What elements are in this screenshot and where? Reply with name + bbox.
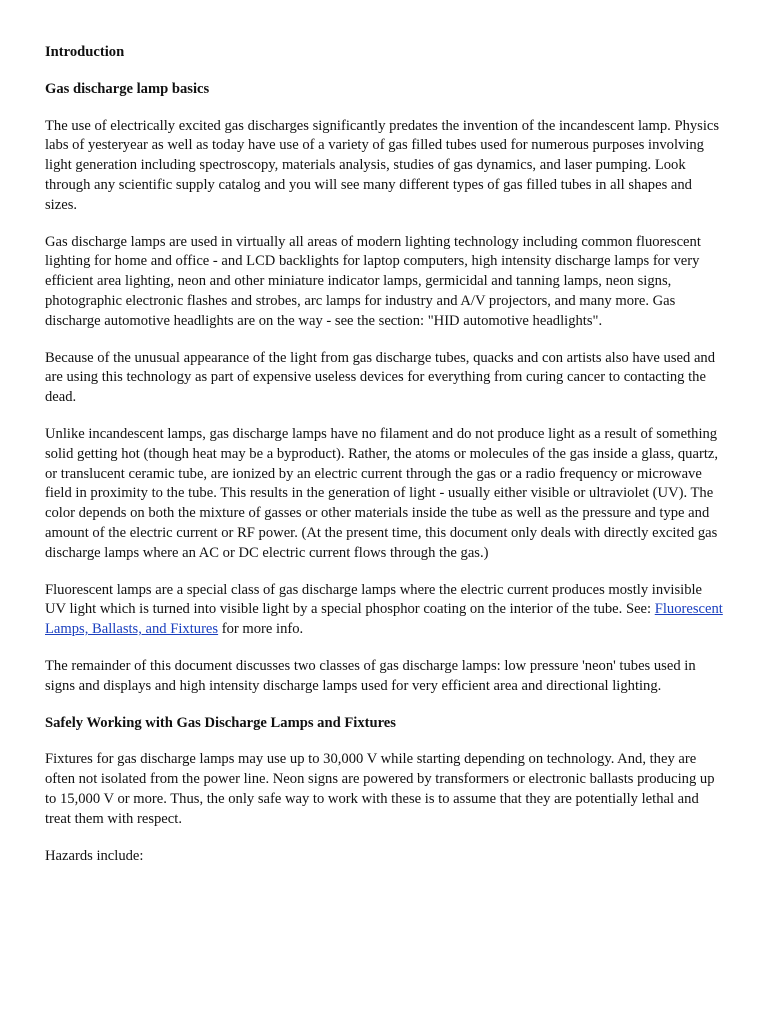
paragraph-applications: Gas discharge lamps are used in virtually all areas of modern lighting technology including common fluorescent lighting for home and office - and LCD backlights for laptop computers, high intensity discharge lamps for very efficient area lighting, neon and other miniature indicator lamps, germicidal and tanning lamps, neon signs, photographic electronic flashes and strobes, arc lamps for industry and A/V projectors, and many more. Gas discharge automotive headlights are on the way - see the section: "HID automotive headlights". (45, 233, 701, 329)
paragraph-remainder: The remainder of this document discusses two classes of gas discharge lamps: low pressure 'neon' tubes used in signs and displays and high intensity discharge lamps used for very efficient area and directional lighting. (45, 657, 696, 694)
fluorescent-lamps-link[interactable]: Fluorescent Lamps, Ballasts, and Fixtures (45, 601, 723, 638)
heading-gas-discharge-basics: Gas discharge lamp basics (45, 80, 210, 97)
document-page (45, 43, 725, 883)
paragraph-quacks: Because of the unusual appearance of the light from gas discharge tubes, quacks and con artists also have used and are using this technology as part of expensive useless devices for everything from curing cancer to contacting the dead. (45, 349, 716, 406)
paragraph-fluorescent (45, 581, 725, 640)
heading-introduction: Introduction (45, 44, 125, 60)
paragraph-operation: Unlike incandescent lamps, gas discharge lamps have no filament and do not produce light as a result of something solid getting hot (though heat may be a byproduct). Rather, the atoms or molecules of the gas inside a glass, quartz, or translucent ceramic tube, are ionized by an electric current through the gas or a radio frequency or microwave field in proximity to the tube. This results in the generation of light - usually either visible or ultraviolet (UV). The color depends on both the mixture of gasses or other materials inside the tube as well as the pressure and type and amount of the electric current or RF power. (At the present time, this document only deals with directly excited gas discharge lamps where an AC or DC electric current flows through the gas.) (45, 425, 718, 561)
paragraph-history: The use of electrically excited gas discharges significantly predates the invention of the incandescent lamp. Physics labs of yesteryear as well as today have use of a variety of gas filled tubes used for numerous purposes involving light generation including spectroscopy, materials analysis, studies of gas dynamics, and laser pumping. Look through any scientific supply catalog and you will see many different types of gas filled tubes in all shapes and sizes. (45, 117, 720, 213)
paragraph-fluorescent-text-before: Fluorescent lamps are a special class of gas discharge lamps where the electric current produces mostly invisible UV light which is turned into visible light by a special phosphor coating on the interior of the tube. See: (45, 581, 703, 618)
heading-safety: Safely Working with Gas Discharge Lamps and Fixtures (45, 714, 396, 731)
paragraph-voltage-warning: Fixtures for gas discharge lamps may use up to 30,000 V while starting depending on technology. And, they are often not isolated from the power line. Neon signs are powered by transformers or electronic ballasts producing up to 15,000 V or more. Thus, the only safe way to work with these is to assume that they are potentially lethal and treat them with respect. (45, 751, 715, 827)
paragraph-fluorescent-text-after: for more info. (218, 621, 304, 638)
paragraph-hazards: Hazards include: (45, 847, 144, 864)
